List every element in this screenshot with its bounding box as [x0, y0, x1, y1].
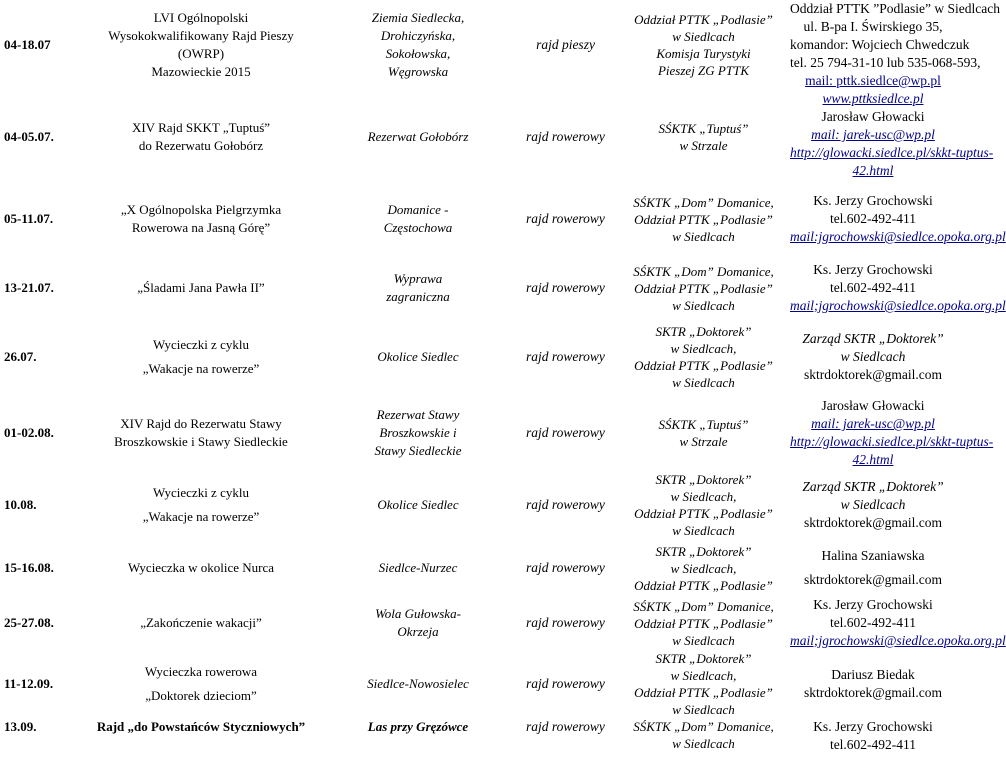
table-row [0, 318, 960, 396]
event-name: Wycieczki z cyklu „Wakacje na rowerze” [142, 337, 260, 376]
event-place: Las przy Gręzówce [367, 719, 469, 734]
email-text: sktrdoktorek@gmail.com [803, 572, 943, 587]
website-link[interactable]: http://glowacki.siedlce.pl/skkt-tuptus- [790, 434, 994, 449]
email-text: sktrdoktorek@gmail.com [803, 515, 943, 530]
table-row [0, 470, 960, 540]
event-organizer: SKTR „Doktorek” w Siedlcach, Oddział PTTK „Podlasie” w Siedlcach [634, 651, 773, 717]
email-text: sktrdoktorek@gmail.com [803, 367, 943, 382]
event-date: 10.08. [4, 497, 37, 512]
event-organizer: SKTR „Doktorek” w Siedlcach, Oddział PTTK „Podlasie” w Siedlcach [634, 472, 773, 538]
event-contact: Jarosław Głowacki mail: jarek-usc@wp.pl http://glowacki.siedlce.pl/skkt-tuptus- 42.html [790, 398, 994, 467]
website-link[interactable]: http://glowacki.siedlce.pl/skkt-tuptus- [790, 145, 994, 160]
event-contact: Zarząd SKTR „Doktorek” w Siedlcach sktrdoktorek@gmail.com [786, 318, 960, 396]
event-contact: Oddział PTTK ˮPodlasie” w Siedlcach ul. B-pa I. Świrskiego 35, komandor: Wojciech Chwedczuk tel. 25 794-31-10 lub 535-068-593, mail: pttk.siedlce@wp.pl www.pttksiedlce.pl Jarosław Głowacki mail: jarek-usc@wp.pl http://glowacki.siedlce.pl/skkt-tuptus- 42.html [790, 1, 1000, 178]
event-place: Rezerwat Gołobórz [367, 129, 469, 145]
event-type: rajd rowerowy [526, 719, 605, 734]
event-organizer: SŚKTK „Dom” Domanice, Oddział PTTK „Podlasie” w Siedlcach [633, 263, 774, 313]
event-name: XIV Rajd do Rezerwatu Stawy Broszkowskie i Stawy Siedleckie [114, 416, 288, 449]
event-place: Wola Gułowska- Okrzeja [375, 606, 461, 639]
email-link[interactable]: mail;jgrochowski@siedlce.opoka.org.pl [790, 633, 1006, 648]
event-name: Wycieczki z cyklu „Wakacje na rowerze” [142, 485, 260, 524]
event-organizer: SŚKTK „Tuptuś” w Strzale [658, 417, 749, 449]
event-place: Siedlce-Nowosielec [367, 676, 469, 691]
table-row [0, 396, 960, 470]
table-row [0, 718, 960, 758]
event-contact: Ks. Jerzy Grochowski tel.602-492-411 mail;jgrochowski@siedlce.opoka.org.pl [790, 597, 1006, 648]
event-type: rajd rowerowy [526, 497, 605, 512]
event-date: 13.09. [4, 719, 37, 734]
event-type: rajd rowerowy [526, 129, 605, 145]
event-date: 26.07. [4, 349, 37, 364]
email-link[interactable]: mail;jgrochowski@siedlce.opoka.org.pl [790, 298, 1006, 313]
event-type: rajd rowerowy [526, 349, 605, 364]
event-date: 25-27.08. [4, 615, 54, 630]
event-name: Rajd „do Powstańców Styczniowych” [96, 719, 306, 734]
website-link-cont[interactable]: 42.html [852, 163, 894, 178]
event-name: „Śladami Jana Pawła II” [137, 280, 265, 295]
table-row [0, 258, 960, 318]
event-organizer: Oddział PTTK „Podlasie” w Siedlcach Komisja Turystyki Pieszej ZG PTTK [634, 12, 773, 79]
email-link[interactable]: mail: pttk.siedlce@wp.pl [805, 73, 941, 88]
event-type: rajd rowerowy [526, 615, 605, 630]
event-place: Siedlce-Nurzec [378, 560, 458, 575]
event-contact: Halina Szaniawska sktrdoktorek@gmail.com [786, 540, 960, 596]
event-name: Wycieczka w okolice Nurca [127, 560, 275, 575]
event-place: Wyprawa zagraniczna [386, 271, 450, 304]
event-contact: Ks. Jerzy Grochowski tel.602-492-411 [813, 719, 933, 752]
event-type: rajd pieszy [536, 37, 595, 53]
email-text: sktrdoktorek@gmail.com [803, 685, 943, 700]
event-organizer: SŚKTK „Dom” Domanice, Oddział PTTK „Podlasie” w Siedlcach [633, 194, 774, 244]
event-date: 15-16.08. [4, 560, 54, 575]
table-row [0, 0, 960, 95]
event-contact: Dariusz Biedak sktrdoktorek@gmail.com [786, 650, 960, 718]
table-row [0, 180, 960, 258]
event-type: rajd rowerowy [526, 425, 605, 440]
event-organizer: SKTR „Doktorek” w Siedlcach, Oddział PTTK „Podlasie” [634, 543, 773, 593]
email-link[interactable]: mail:jgrochowski@siedlce.opoka.org.pl [790, 229, 1006, 244]
event-place: Ziemia Siedlecka, Drohiczyńska, Sokołowska, Węgrowska [371, 10, 465, 80]
table-row [0, 650, 960, 718]
event-name: Wycieczka rowerowa „Doktorek dzieciom” [144, 664, 258, 703]
event-date: 04-18.07 [4, 37, 51, 53]
website-link[interactable]: www.pttksiedlce.pl [822, 91, 924, 106]
table-row [0, 596, 960, 650]
event-place: Okolice Siedlec [377, 497, 459, 512]
event-date: 04-05.07. [4, 129, 54, 145]
event-type: rajd rowerowy [526, 211, 605, 226]
event-date: 01-02.08. [4, 425, 54, 440]
event-date: 13-21.07. [4, 280, 54, 295]
event-type: rajd rowerowy [526, 676, 605, 691]
event-contact: Ks. Jerzy Grochowski tel.602-492-411 mail:jgrochowski@siedlce.opoka.org.pl [790, 193, 1006, 244]
event-contact: Ks. Jerzy Grochowski tel.602-492-411 mail;jgrochowski@siedlce.opoka.org.pl [790, 262, 1006, 313]
event-organizer: SKTR „Doktorek” w Siedlcach, Oddział PTTK „Podlasie” w Siedlcach [634, 324, 773, 390]
email-link[interactable]: mail: jarek-usc@wp.pl [811, 127, 935, 142]
email-link[interactable]: mail: jarek-usc@wp.pl [811, 416, 935, 431]
event-organizer: SŚKTK „Tuptuś” w Strzale [658, 121, 749, 154]
event-contact: Zarząd SKTR „Doktorek” w Siedlcach sktrdoktorek@gmail.com [786, 470, 960, 540]
event-place: Okolice Siedlec [377, 349, 459, 364]
event-date: 05-11.07. [4, 211, 54, 226]
event-name: „X Ogólnopolska Pielgrzymka Rowerowa na Jasną Górę” [120, 202, 282, 235]
event-place: Rezerwat Stawy Broszkowskie i Stawy Siedleckie [374, 407, 462, 458]
event-date: 11-12.09. [4, 676, 54, 691]
table-row [0, 540, 960, 596]
website-link-cont[interactable]: 42.html [852, 452, 894, 467]
event-type: rajd rowerowy [526, 280, 605, 295]
event-type: rajd rowerowy [526, 560, 605, 575]
event-name: LVI Ogólnopolski Wysokokwalifikowany Rajd Pieszy (OWRP) Mazowieckie 2015 [108, 10, 294, 80]
event-name: „Zakończenie wakacji” [140, 615, 262, 630]
event-organizer: SŚKTK „Dom” Domanice, Oddział PTTK „Podlasie” w Siedlcach [633, 598, 774, 648]
event-organizer: SŚKTK „Dom” Domanice, w Siedlcach [633, 719, 774, 751]
event-name: XIV Rajd SKKT „Tuptuś” do Rezerwatu Gołobórz [131, 120, 271, 154]
event-place: Domanice - Częstochowa [383, 202, 453, 235]
